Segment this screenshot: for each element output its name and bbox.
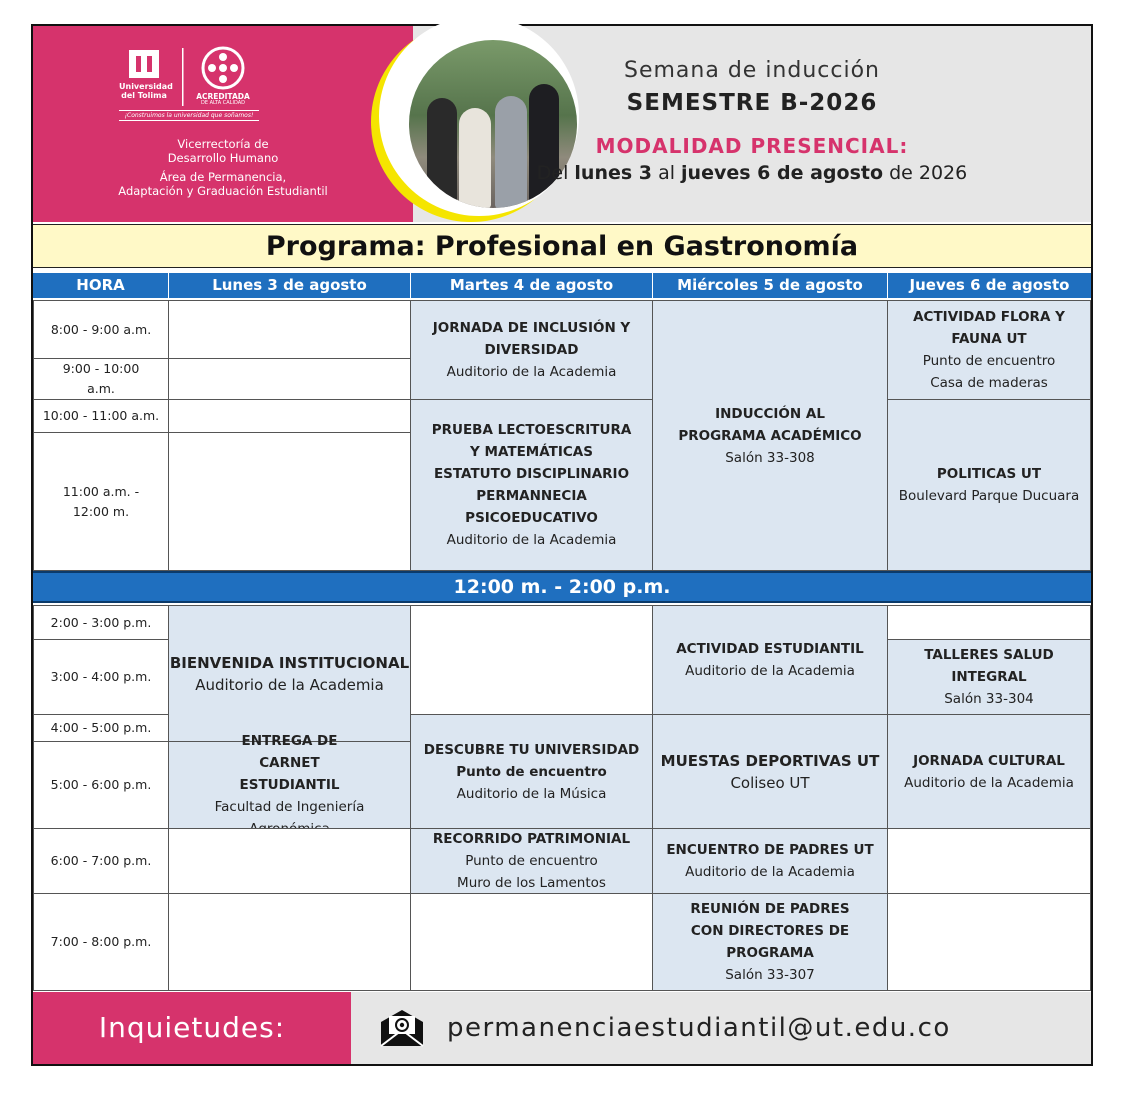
dates-year: de 2026 (889, 162, 968, 184)
event-place: Facultad de Ingeniería (214, 799, 365, 815)
logo-name-line2: del Tolima (121, 91, 167, 100)
event-place: Boulevard Parque Ducuara (898, 488, 1080, 504)
event-title: REUNIÓN DE PADRES CON DIRECTORES DE PROGRAMA (690, 901, 850, 961)
column-header-hora: HORA (33, 273, 168, 298)
event-title: Semana de inducción (624, 58, 880, 83)
column-header-thursday: Jueves 6 de agosto (887, 273, 1091, 298)
event-dates (413, 162, 1091, 184)
hour-cell: 6:00 - 7:00 p.m. (33, 828, 169, 894)
modality-label: MODALIDAD PRESENCIAL: (595, 134, 909, 158)
column-header-monday: Lunes 3 de agosto (168, 273, 410, 298)
hour-cell: 5:00 - 6:00 p.m. (33, 741, 169, 829)
event-title: PRUEBA LECTOESCRITURA Y MATEMÁTICAS (431, 422, 632, 460)
column-header-wednesday: Miércoles 5 de agosto (652, 273, 887, 298)
event-actividad-estudiantil (652, 605, 888, 715)
event-subtitle: Punto de encuentro (922, 353, 1056, 369)
event-place: Casa de maderas (930, 375, 1048, 391)
event-recorrido (410, 828, 653, 894)
hour-cell: 7:00 - 8:00 p.m. (33, 893, 169, 991)
empty-cell (887, 893, 1091, 991)
office-line2: Desarrollo Humano (167, 151, 279, 165)
event-talleres (887, 639, 1091, 715)
logo-name-line1: Universidad (119, 82, 173, 91)
event-carnet (168, 733, 411, 829)
event-place: Auditorio de la Academia (904, 774, 1074, 791)
event-bienvenida (168, 605, 411, 742)
office-line1: Vicerrectoría de (177, 137, 269, 151)
logo-accredited-line2: DE ALTA CALIDAD (201, 100, 245, 106)
header-banner (33, 26, 1091, 222)
semester-label: SEMESTRE B-2026 (626, 90, 878, 116)
event-place: Auditorio de la Academia (446, 532, 617, 548)
event-subtitle: ESTATUTO DISCIPLINARIO (433, 466, 630, 482)
envelope-at-icon (379, 1008, 425, 1048)
event-title: MUESTAS DEPORTIVAS UT (660, 751, 880, 770)
event-title: ACTIVIDAD FLORA Y FAUNA UT (913, 309, 1065, 347)
logo-accredited-line1: ACREDITADA (196, 92, 250, 101)
event-encuentro-padres (652, 828, 888, 894)
event-jornada-cultural (887, 714, 1091, 829)
event-descubre (410, 714, 653, 829)
event-place: Salón 33-308 (725, 449, 815, 466)
event-place: Coliseo UT (730, 773, 810, 792)
empty-cell (168, 893, 411, 991)
event-place: Salón 33-304 (944, 691, 1034, 707)
event-place: Auditorio de la Academia (685, 864, 855, 880)
hour-cell: 9:00 - 10:00 a.m. (33, 358, 169, 400)
dates-prefix: Del (536, 162, 569, 184)
event-title: JORNADA CULTURAL (913, 752, 1065, 769)
event-place: Muro de los Lamentos (457, 875, 606, 891)
dates-end: jueves 6 de agosto (681, 162, 884, 184)
footer-email-panel (351, 992, 1091, 1064)
footer-label: Inquietudes: (33, 992, 351, 1064)
event-title: DESCUBRE TU UNIVERSIDAD (423, 741, 640, 758)
event-title: JORNADA DE INCLUSIÓN Y DIVERSIDAD (432, 320, 631, 358)
hour-cell: 4:00 - 5:00 p.m. (33, 714, 169, 742)
event-place: Auditorio de la Academia (685, 663, 855, 679)
lunch-break-bar: 12:00 m. - 2:00 p.m. (33, 571, 1091, 603)
event-place: Auditorio de la Música (456, 785, 607, 802)
program-title: Programa: Profesional en Gastronomía (33, 224, 1091, 268)
event-reunion-padres (652, 893, 888, 991)
event-politicas (887, 399, 1091, 571)
schedule-table (33, 268, 1091, 991)
event-induccion (652, 300, 888, 571)
hour-cell: 8:00 - 9:00 a.m. (33, 300, 169, 359)
event-place: Auditorio de la Academia (195, 675, 384, 694)
hour-cell: 2:00 - 3:00 p.m. (33, 605, 169, 640)
area-line2: Adaptación y Graduación Estudiantil (118, 184, 328, 198)
event-title: ENTREGA DE CARNET ESTUDIANTIL (239, 733, 340, 793)
footer-contact (33, 992, 1091, 1064)
event-title: RECORRIDO PATRIMONIAL (432, 831, 631, 847)
dates-mid: al (658, 162, 675, 184)
dates-start: lunes 3 (574, 162, 653, 184)
hour-cell: 3:00 - 4:00 p.m. (33, 639, 169, 715)
logo-slogan: ¡Construimos la universidad que soñamos! (119, 110, 259, 121)
event-subtitle: Punto de encuentro (456, 763, 607, 780)
empty-cell (168, 358, 411, 400)
event-title: POLITICAS UT (936, 466, 1042, 482)
column-header-tuesday: Martes 4 de agosto (410, 273, 652, 298)
empty-cell (887, 605, 1091, 640)
empty-cell (410, 893, 653, 991)
event-flora-fauna (887, 300, 1091, 400)
event-title: TALLERES SALUD INTEGRAL (924, 647, 1054, 685)
area-line1: Área de Permanencia, (159, 170, 287, 184)
event-inclusion (410, 300, 653, 400)
empty-cell (887, 828, 1091, 894)
event-title: ACTIVIDAD ESTUDIANTIL (676, 641, 864, 657)
contact-email-link[interactable]: permanenciaestudiantil@ut.edu.co (447, 1013, 951, 1043)
event-title: ENCUENTRO DE PADRES UT (666, 842, 874, 858)
empty-cell (168, 300, 411, 359)
empty-cell (168, 432, 411, 571)
event-title: BIENVENIDA INSTITUCIONAL (169, 653, 410, 672)
event-title: INDUCCIÓN AL PROGRAMA ACADÉMICO (678, 405, 862, 444)
empty-cell (168, 399, 411, 433)
event-place: Salón 33-307 (725, 967, 815, 983)
hour-cell: 10:00 - 11:00 a.m. (33, 399, 169, 433)
schedule-poster (31, 24, 1093, 1066)
event-subtitle: PERMANNECIA PSICOEDUCATIVO (465, 488, 598, 526)
university-logo (119, 46, 269, 130)
event-place: Auditorio de la Academia (446, 364, 617, 380)
hour-cell: 11:00 a.m. - 12:00 m. (33, 432, 169, 571)
event-muestras (652, 714, 888, 829)
event-subtitle: Punto de encuentro (465, 853, 598, 869)
empty-cell (168, 828, 411, 894)
event-prueba (410, 399, 653, 571)
empty-cell (410, 605, 653, 715)
